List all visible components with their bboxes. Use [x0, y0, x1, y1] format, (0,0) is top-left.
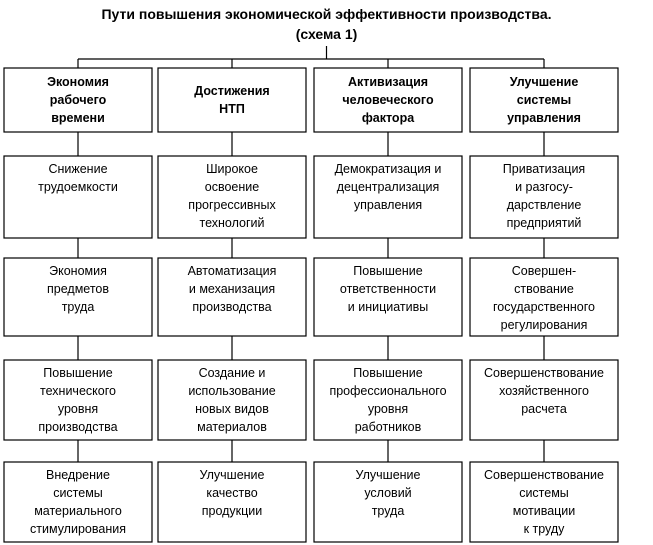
measure-text: государственного — [493, 300, 595, 314]
measure-text: регулирования — [500, 318, 588, 332]
column-header-text: времени — [51, 111, 105, 125]
column-header-box — [158, 68, 306, 132]
measure-text: Приватизация — [502, 162, 586, 176]
column-header-text: системы — [516, 93, 572, 107]
measure-text: материалов — [197, 420, 267, 434]
measure-text: дарствление — [506, 198, 582, 212]
measure-text: уровня — [57, 402, 99, 416]
measure-text: использование — [188, 384, 276, 398]
measure-text: Широкое — [206, 162, 258, 176]
column-header-text: НТП — [219, 102, 245, 116]
measure-text: качество — [206, 486, 258, 500]
measure-text: Внедрение — [46, 468, 110, 482]
measure-text: технического — [40, 384, 116, 398]
measure-text: Экономия — [49, 264, 107, 278]
measure-text: труда — [61, 300, 95, 314]
measure-text: уровня — [367, 402, 409, 416]
measure-text: работников — [354, 420, 422, 434]
measure-text: материального — [34, 504, 122, 518]
measure-text: ствование — [514, 282, 574, 296]
measure-text: Совершенствование — [484, 366, 604, 380]
measure-text: системы — [519, 486, 569, 500]
measure-text: предприятий — [506, 216, 582, 230]
measure-text: Повышение — [353, 366, 423, 380]
measure-text: Улучшение — [355, 468, 421, 482]
measure-text: к труду — [523, 522, 565, 536]
measure-text: производства — [38, 420, 118, 434]
measure-text: Снижение — [48, 162, 108, 176]
measure-text: управления — [353, 198, 423, 212]
measure-text: Повышение — [43, 366, 113, 380]
measure-text: Демократизация и — [334, 162, 442, 176]
column-header-text: управления — [507, 111, 581, 125]
measure-text: Повышение — [353, 264, 423, 278]
measure-text: Совершен- — [511, 264, 577, 278]
measure-text: технологий — [199, 216, 265, 230]
diagram-title: Пути повышения экономической эффективности производства. — [101, 6, 552, 22]
measure-text: Совершенствование — [484, 468, 604, 482]
diagram-subtitle: (схема 1) — [295, 26, 358, 42]
measure-text: расчета — [521, 402, 567, 416]
measure-text: децентрализация — [336, 180, 440, 194]
measure-text: трудоемкости — [38, 180, 118, 194]
measure-text: Создание и — [198, 366, 266, 380]
measure-text: новых видов — [195, 402, 269, 416]
measure-text: и инициативы — [347, 300, 429, 314]
measure-text: стимулирования — [30, 522, 126, 536]
column-header-text: Достижения — [194, 84, 270, 98]
measure-text: профессионального — [329, 384, 447, 398]
measure-text: системы — [53, 486, 103, 500]
measure-text: прогрессивных — [188, 198, 276, 212]
column-header-text: фактора — [361, 111, 415, 125]
measure-text: условий — [364, 486, 412, 500]
measure-text: и механизация — [188, 282, 276, 296]
column-header-text: рабочего — [49, 93, 107, 107]
column-header-text: Активизация — [347, 75, 429, 89]
measure-text: продукции — [201, 504, 263, 518]
measure-text: ответственности — [339, 282, 437, 296]
measure-text: труда — [371, 504, 405, 518]
measure-text: Автоматизация — [187, 264, 277, 278]
column-header-text: Экономия — [47, 75, 109, 89]
measure-text: хозяйственного — [499, 384, 589, 398]
measure-text: мотивации — [512, 504, 576, 518]
measure-text: Улучшение — [199, 468, 265, 482]
measure-text: освоение — [204, 180, 260, 194]
column-header-text: человеческого — [342, 93, 434, 107]
measure-text: предметов — [47, 282, 109, 296]
measure-text: и разгосу- — [515, 180, 573, 194]
measure-text: производства — [192, 300, 272, 314]
column-header-text: Улучшение — [509, 75, 579, 89]
